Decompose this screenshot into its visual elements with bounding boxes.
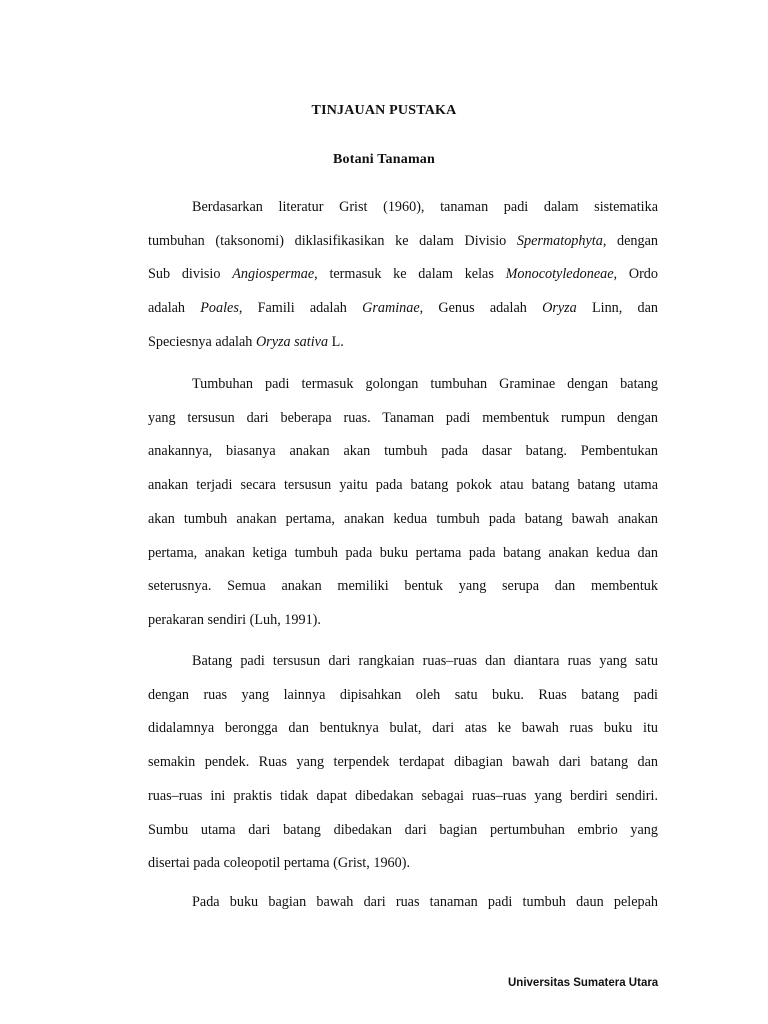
text-run: Speciesnya adalah [148,333,256,350]
text-run: Sub divisio [148,266,233,283]
text-line [148,652,658,670]
text-line [148,333,658,351]
text-run: adalah [148,300,201,317]
text-run: , dengan [602,232,658,249]
text-line [148,719,658,737]
text-line [148,476,658,494]
text-run: perakaran sendiri (Luh, 1991). [148,611,321,628]
text-line [148,409,658,427]
text-run: Batang padi tersusun dari rangkaian ruas–ruas dan diantara ruas yang satu [192,653,658,669]
text-run: , Genus adalah [419,300,543,317]
italic-term: Graminae [362,300,420,317]
italic-term: Oryza sativa [255,333,329,350]
italic-term: Monocotyledoneae [505,266,614,283]
text-run: , Ordo [613,266,658,283]
italic-term: Spermatophyta [516,232,603,249]
page-title: TINJAUAN PUSTAKA [311,103,457,118]
text-run: , Famili adalah [238,300,363,317]
text-line [148,787,658,805]
text-line [148,232,658,250]
text-line [148,821,658,839]
text-run: Tumbuhan padi termasuk golongan tumbuhan Graminae dengan batang [192,376,658,392]
text-run: tumbuhan (taksonomi) diklasifikasikan ke dalam Divisio [148,232,517,249]
text-run: ruas–ruas ini praktis tidak dapat dibedakan sebagai ruas–ruas yang berdiri sendiri. [148,787,658,804]
text-run: , termasuk ke dalam kelas [314,266,506,283]
text-run: Sumbu utama dari batang dibedakan dari bagian pertumbuhan embrio yang [148,821,658,838]
text-line [148,854,658,872]
section-heading: Botani Tanaman [332,152,435,167]
text-line [148,611,658,629]
text-line [148,375,658,393]
text-run: anakan terjadi secara tersusun yaitu pada batang pokok atau batang batang utama [148,477,658,494]
text-run: seterusnya. Semua anakan memiliki bentuk yang serupa dan membentuk [148,578,658,595]
italic-term: Poales [200,300,239,317]
footer-institution: Universitas Sumatera Utara [508,977,659,989]
text-line [148,544,658,562]
text-line [148,577,658,595]
text-line [148,442,658,460]
text-line [148,686,658,704]
text-line [148,753,658,771]
text-run: akan tumbuh anakan pertama, anakan kedua tumbuh pada batang bawah anakan [148,510,658,527]
text-run: anakannya, biasanya anakan akan tumbuh pada dasar batang. Pembentukan [148,443,658,460]
text-run: dengan ruas yang lainnya dipisahkan oleh satu buku. Ruas batang padi [148,686,658,703]
text-run: L. [328,333,344,350]
text-run: yang tersusun dari beberapa ruas. Tanaman padi membentuk rumpun dengan [148,409,658,426]
text-line [148,198,658,216]
text-run: didalamnya berongga dan bentuknya bulat, dari atas ke bawah ruas buku itu [148,720,658,737]
text-run: Berdasarkan literatur Grist (1960), tanaman padi dalam sistematika [192,199,658,215]
text-run: pertama, anakan ketiga tumbuh pada buku pertama pada batang anakan kedua dan [148,544,658,561]
text-line [148,265,658,283]
text-run: Pada buku bagian bawah dari ruas tanaman padi tumbuh daun pelepah [192,894,658,910]
text-run: Linn, dan [576,300,658,317]
italic-term: Angiospermae [232,266,315,283]
text-line [148,510,658,528]
text-run: disertai pada coleopotil pertama (Grist, 1960). [148,855,410,872]
text-line [148,893,658,911]
italic-term: Oryza [542,300,577,317]
text-run: semakin pendek. Ruas yang terpendek terdapat dibagian bawah dari batang dan [148,754,658,771]
text-line [148,299,658,317]
